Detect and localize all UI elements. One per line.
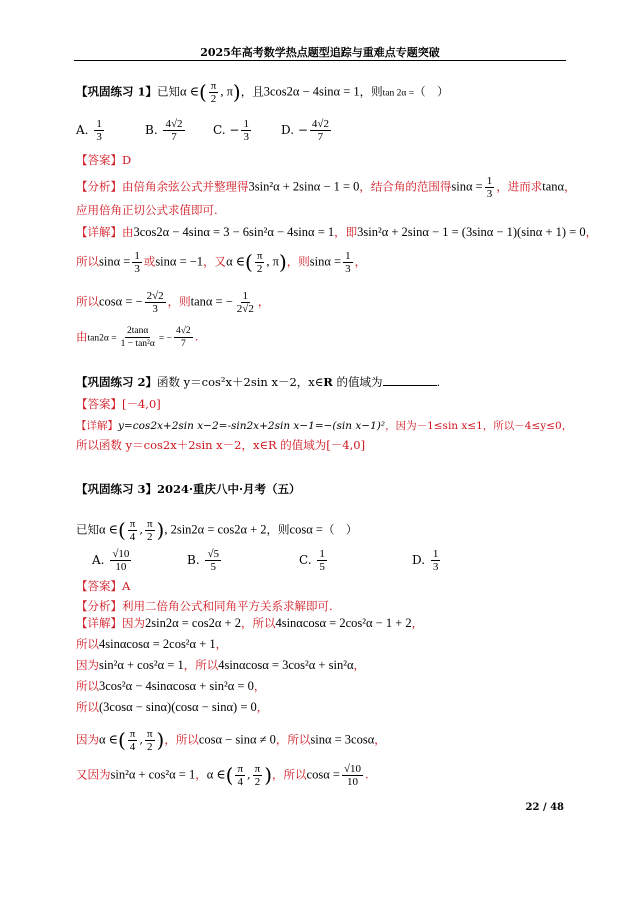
math: α ∈ <box>180 84 199 99</box>
ex3-detail-5: 所以(3cosα − sinα)(cosα − sinα) = 0， <box>76 700 269 714</box>
text: ，则 <box>359 84 383 99</box>
ex3-option-b: B. $\frac{√5}{5}$ <box>187 548 220 573</box>
ex1-detail-4: 由tan2α = $\frac{2\tan\alpha}{\text{1 − tan²α}}$ = − $\frac{4√2}{7}$ . <box>76 326 199 349</box>
ex3-option-a: A. $\frac{√10}{10}$ <box>92 548 130 573</box>
paren: ( <box>198 80 207 104</box>
paren: ) <box>232 80 241 104</box>
ex3-detail-2: 所以4sinαcosα = 2cos²α + 1， <box>76 637 228 651</box>
ex1-detail-3: 所以cosα = − $\frac{2√2}{3}$ ，则tanα = − $\frac{1}{2√2}$ ， <box>76 290 270 315</box>
answer-blank <box>383 374 437 386</box>
ex3-detail-3: 因为sin²α + cos²α = 1，所以4sinαcosα = 3cos²α + sin²α， <box>76 658 365 672</box>
ex2-detail-1: 【详解】y=cos2x+2sin x−2=-sin2x+2sin x−1=−(sin x−1)²，因为－1≤sin x≤1，所以－4≤y≤0， <box>76 420 573 432</box>
header-rule <box>74 60 566 61</box>
text: ，且 <box>240 84 264 99</box>
ex3-question: 已知α ∈( $\frac{\pi}{4}$ , $\frac{\pi}{2}$ ), 2sin2α = cos2α + 2，则cosα =（ ） <box>76 518 358 543</box>
ex2-detail-2: 所以函数 y＝cos2x＋2sin x－2，x∈R 的值域为[－4,0] <box>76 438 366 452</box>
ex1-analysis-2: 应用倍角正切公式求值即可. <box>76 203 218 217</box>
ex2-heading: 【巩固练习 2】 <box>76 375 158 389</box>
ex1-option-c: C. − $\frac{1}{3}$ <box>213 118 249 143</box>
ex2-question: 【巩固练习 2】函数 y＝cos²x＋2sin x－2，x∈R 的值域为 . <box>76 375 441 389</box>
ex1-analysis: 【分析】由倍角余弦公式并整理得3sin²α + 2sinα − 1 = 0，结合角的范围得sinα = $\frac{1}{3}$ ，进而求tanα， <box>76 175 576 200</box>
ex3-detail-4: 所以3cos²α − 4sinαcosα + sin²α = 0， <box>76 679 266 693</box>
math: 3cos2α − 4sinα = 1 <box>263 84 360 99</box>
fraction: $\frac{\pi}{2}$ <box>210 80 217 105</box>
math: tan 2α = <box>382 88 415 99</box>
ex3-heading: 【巩固练习 3】2024·重庆八中·月考（五） <box>76 482 301 496</box>
ex1-detail-1: 【详解】由3cos2α − 4sinα = 3 − 6sin²α − 4sinα = 1，即3sin²α + 2sinα − 1 = (3sinα − 1)(sinα + 1) = 0， <box>76 225 598 239</box>
ex2-answer: 【答案】[－4,0] <box>76 397 161 411</box>
ex3-detail-6: 因为α ∈( $\frac{\pi}{4}$ , $\frac{\pi}{2}$ )，所以cosα − sinα ≠ 0，所以sinα = 3cosα， <box>76 728 386 753</box>
page-number: 22 / 48 <box>525 802 564 813</box>
ex1-option-a: A. $\frac{1}{3}$ <box>76 118 102 143</box>
ex1-detail-2: 所以sinα = $\frac{1}{3}$ 或sinα = −1，又α ∈( $\frac{\pi}{2}$ , π)，则sinα = $\frac{1}{3}$ ， <box>76 250 367 275</box>
ex3-answer: 【答案】A <box>76 579 131 593</box>
text: 已知 <box>157 84 181 99</box>
ex3-option-d: D. $\frac{1}{3}$ <box>412 548 439 573</box>
text: （ ） <box>414 84 449 99</box>
math: , π <box>220 84 233 99</box>
running-header: 2025年高考数学热点题型追踪与重难点专题突破 <box>200 46 440 59</box>
ex1-option-b: B. $\frac{4√2}{7}$ <box>145 118 183 143</box>
ex3-option-c: C. $\frac{1}{5}$ <box>299 548 325 573</box>
ex1-question <box>76 80 449 105</box>
ex1-answer: 【答案】D <box>76 153 132 167</box>
ex1-heading: 【巩固练习 1】 <box>76 84 158 99</box>
ex1-option-d: D. − $\frac{4√2}{7}$ <box>281 118 329 143</box>
ex3-detail-7: 又因为sin²α + cos²α = 1，α ∈( $\frac{\pi}{4}$ , $\frac{\pi}{2}$ )，所以cosα = $\frac{√10}{10}$ . <box>76 763 369 788</box>
ex3-analysis: 【分析】利用二倍角公式和同角平方关系求解即可. <box>76 599 333 613</box>
ex3-detail-1: 【详解】因为2sin2α = cos2α + 2，所以4sinαcosα = 2cos²α − 1 + 2， <box>76 616 424 630</box>
